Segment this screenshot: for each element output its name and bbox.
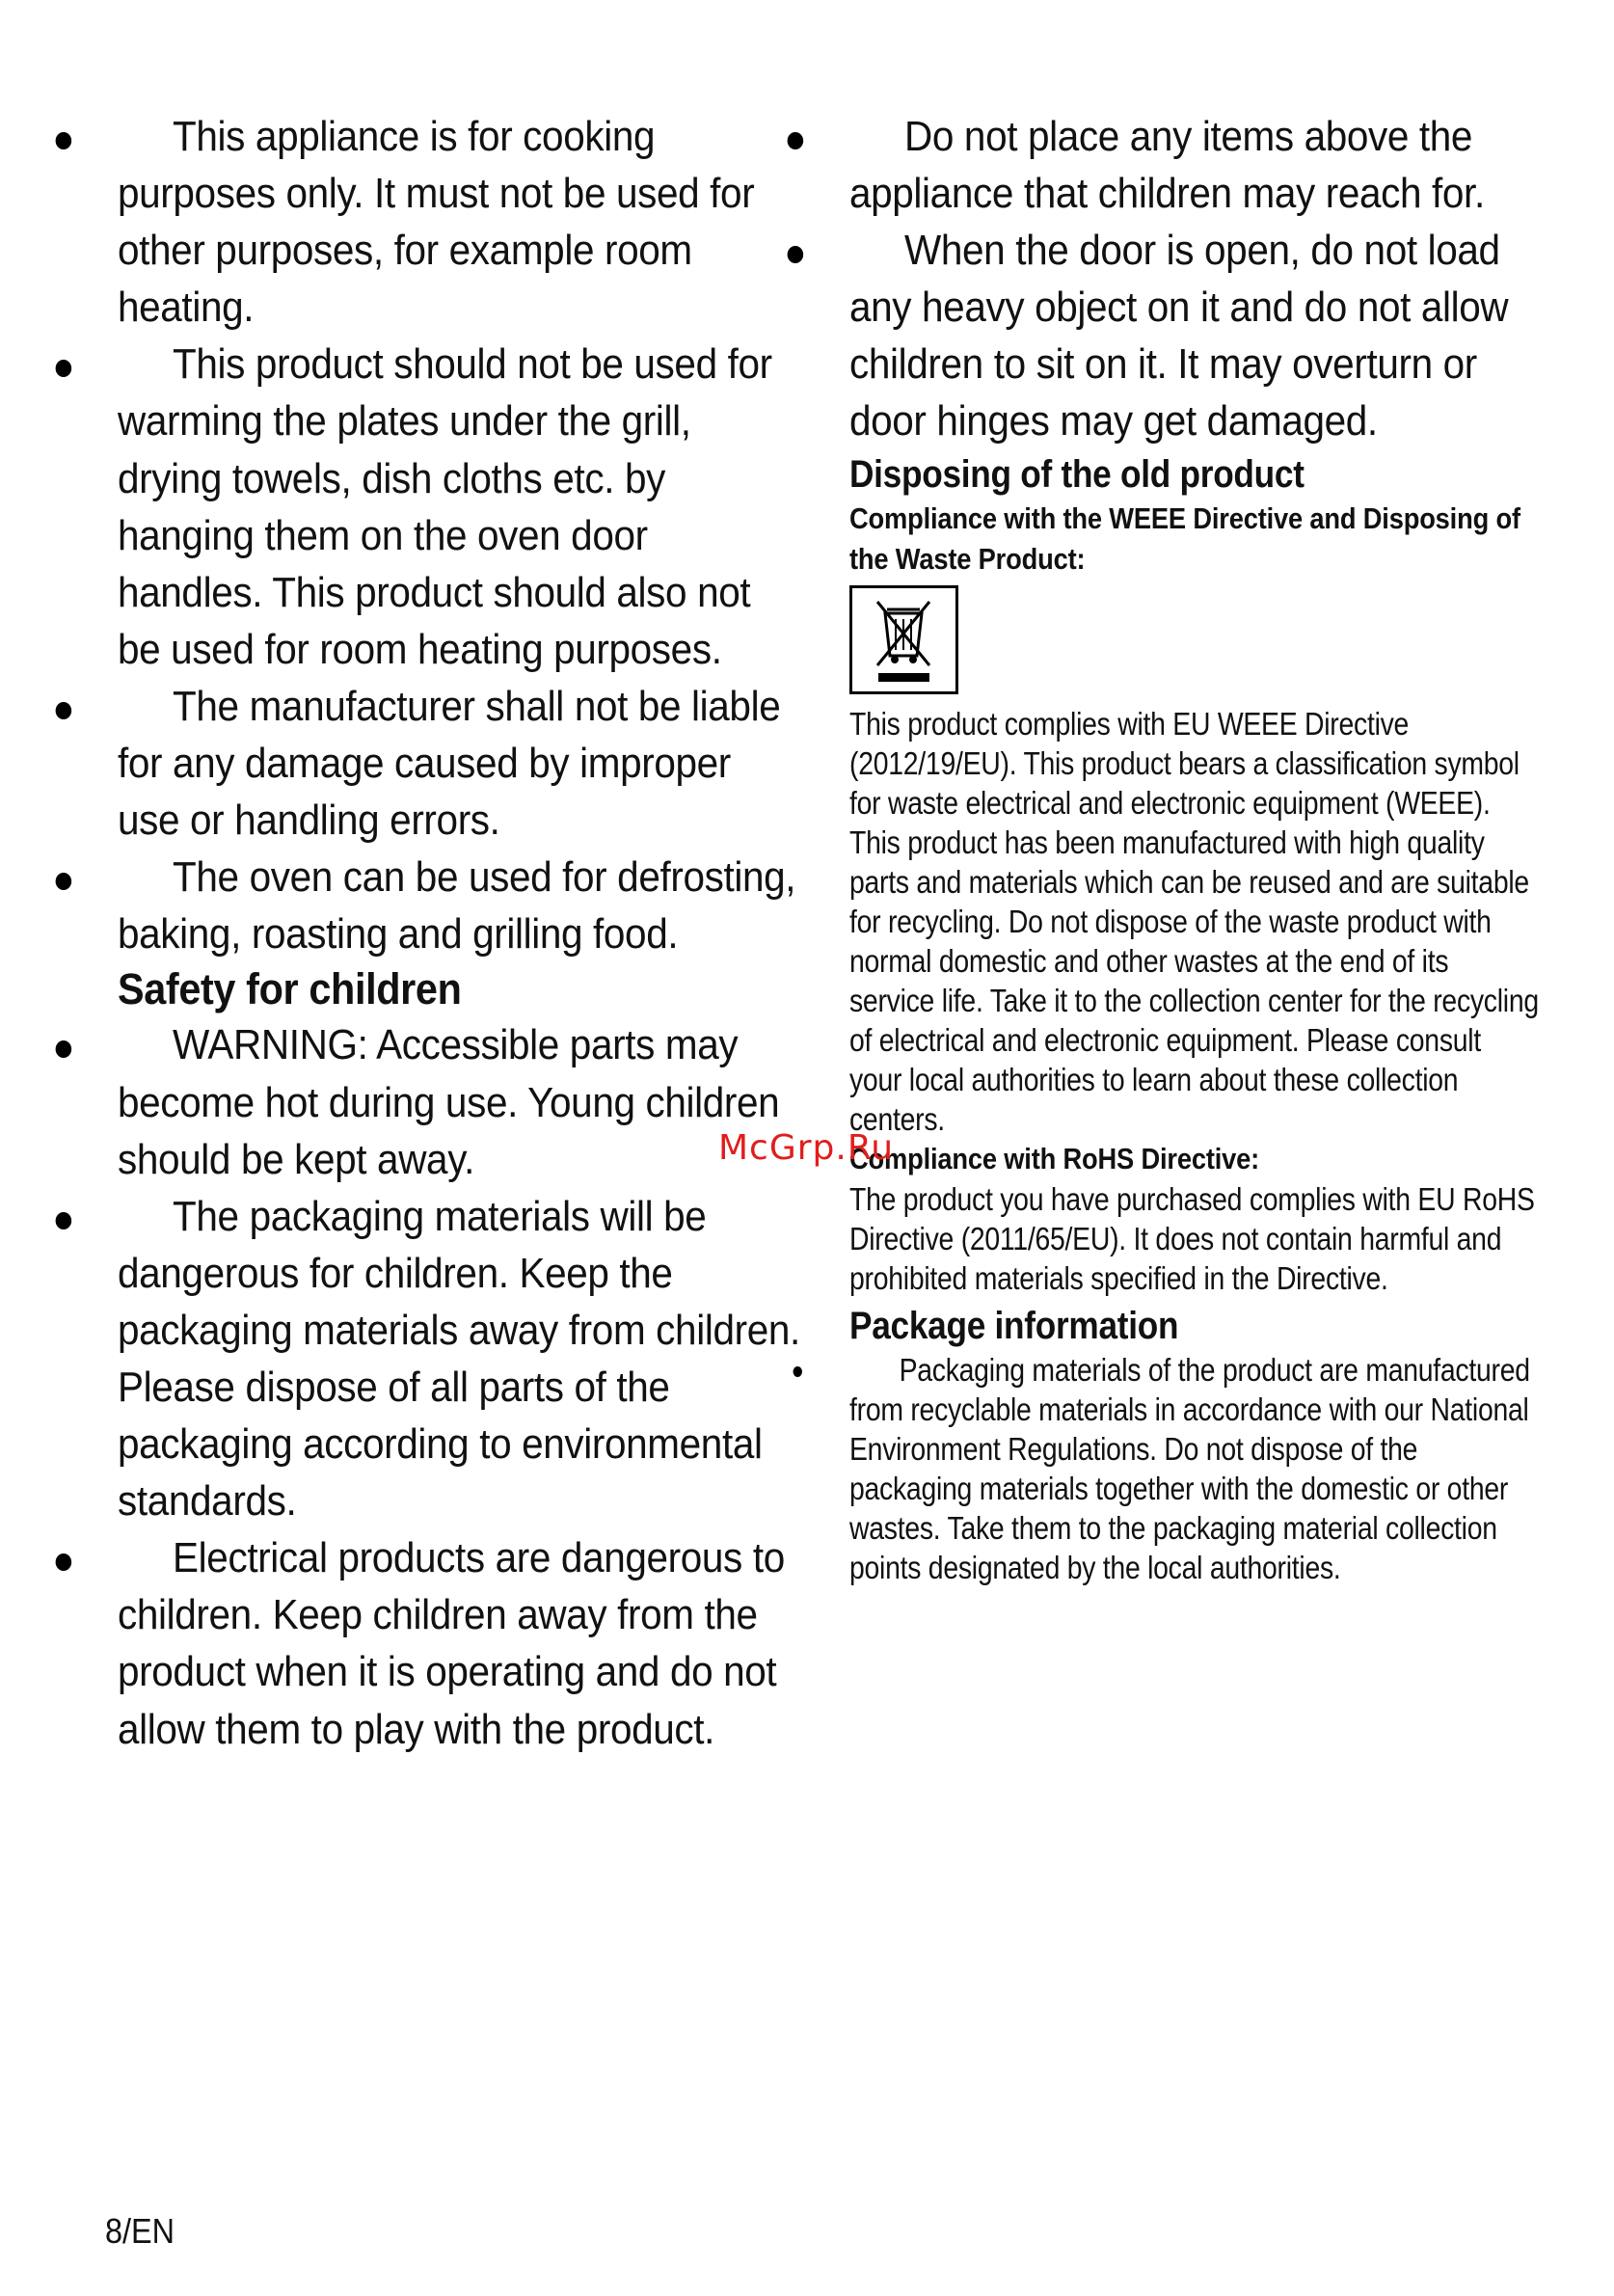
bullet-lead: The packaging materials will be — [173, 1192, 707, 1240]
bullet-icon — [788, 132, 804, 149]
bullet-icon — [56, 702, 72, 719]
bullet-lead: Do not place any items above the — [904, 113, 1473, 160]
bullet-icon — [56, 1553, 72, 1571]
watermark: McGrp.Ru — [718, 1128, 895, 1168]
bullet-icon — [794, 1366, 802, 1377]
bullet-rest: dangerous for children. Keep the packaging materials away from children. Please dispose of all parts of the packaging according to environmental standards. — [118, 1249, 800, 1526]
bullet-icon — [788, 246, 804, 263]
bullet-item — [118, 108, 802, 336]
bullet-rest: purposes only. It must not be used for other purposes, for example room heating. — [118, 170, 755, 332]
weee-heading: Compliance with the WEEE Directive and Disposing of the Waste Product: — [849, 500, 1520, 576]
disposing-heading: Disposing of the old product — [849, 452, 1305, 496]
bullet-item — [118, 1016, 802, 1187]
page-number: 8/EN — [105, 2211, 175, 2251]
bullet-lead: This appliance is for cooking — [173, 113, 656, 160]
bullet-rest: appliance that children may reach for. — [849, 170, 1485, 218]
bullet-rest: liable for any damage caused by improper use or handling errors. — [118, 682, 781, 845]
bullet-rest: defrosting, baking, roasting and grilling food. — [118, 853, 796, 959]
bullet-item — [118, 678, 802, 849]
bullet-lead: Electrical products are dangerous — [173, 1534, 742, 1582]
bullet-lead: WARNING: Accessible parts may — [173, 1021, 739, 1069]
rohs-paragraph: The product you have purchased complies with EU RoHS Directive (2011/65/EU). It does not contain harmful and prohibited materials specified in the Directive. — [849, 1180, 1535, 1296]
crossed-out-wheelie-bin-icon — [849, 585, 958, 694]
bullet-icon — [56, 873, 72, 890]
bullet-item — [118, 849, 802, 962]
weee-paragraph: This product complies with EU WEEE Directive (2012/19/EU). This product bears a classification symbol for waste electrical and electronic equipment (WEEE). — [849, 705, 1520, 821]
right-column — [849, 108, 1539, 1587]
bullet-lead: The manufacturer shall not be — [173, 682, 682, 730]
package-information-heading: Package information — [849, 1304, 1179, 1347]
safety-for-children-heading: Safety for children — [118, 964, 462, 1014]
bullet-rest: load any heavy object on it and do not allow children to sit on it. It may overturn or door hinges may get damaged. — [849, 227, 1509, 446]
bullet-lead: Packaging materials of the product are — [899, 1351, 1358, 1388]
weee-paragraph: This product has been manufactured with high quality parts and materials which can be reused and are suitable for recycling. Do not dispose of the waste product with normal domestic and other wastes at the end of its service life. Take it to the collection center for the recycling of electrical and electronic equipment. Please consult your local authorities to learn about these collection centers. — [849, 824, 1539, 1137]
bullet-rest: to children. Keep children away from the product when it is operating and do not allow them to play with the product. — [118, 1534, 785, 1753]
bullet-item — [118, 1188, 802, 1530]
bullet-rest: manufactured from recyclable materials in accordance with our National Environment Regulations. Do not dispose of the packaging materials together with the domestic or other wastes. Take them to the packaging material collection points designated by the local authorities. — [849, 1351, 1530, 1585]
bullet-item — [118, 336, 802, 678]
bullet-item — [849, 222, 1540, 449]
bullet-item — [118, 1529, 802, 1757]
bullet-lead: The oven can be used for — [173, 853, 607, 902]
bullet-icon — [56, 1212, 72, 1229]
bullet-icon — [56, 132, 72, 149]
bullet-rest: for warming the plates under the grill, drying towels, dish cloths etc. by hanging them on the oven door handles. This product should also not be used for room heating purposes. — [118, 340, 772, 673]
bullet-lead: When the door is open, do not — [904, 227, 1417, 275]
rohs-heading: Compliance with RoHS Directive: — [849, 1141, 1260, 1175]
bullet-rest: become hot during use. Young children should be kept away. — [118, 1078, 780, 1183]
bullet-icon — [56, 360, 72, 377]
left-column — [118, 108, 802, 1758]
bullet-lead: This product should not be used — [173, 340, 717, 389]
bullet-icon — [56, 1040, 72, 1058]
bullet-item — [849, 1350, 1540, 1587]
bullet-item — [849, 108, 1540, 222]
